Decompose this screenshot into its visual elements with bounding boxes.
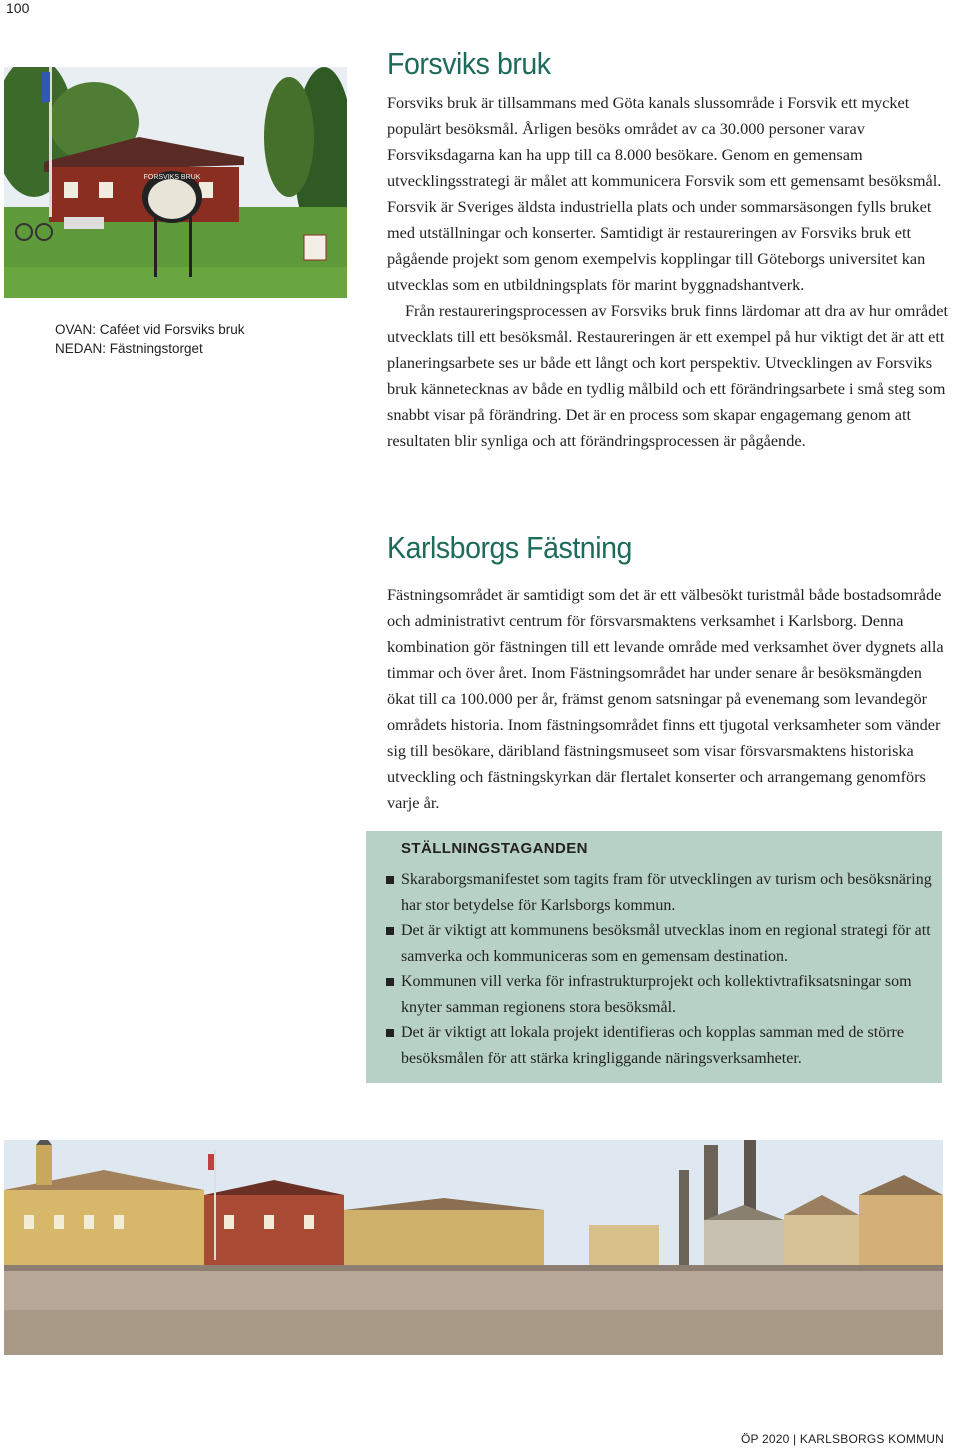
paragraph: Forsviks bruk är tillsammans med Göta kanals slussområde i Forsvik ett mycket populärt besöksmål. Årligen besöks området av ca 30.000 personer varav Forsviksdagarna kan ha upp till ca 8.000 besökare. Genom en gemensam utvecklingsstrategi är målet att kommunicera Forsvik som ett gemensamt besöksmål. Forsvik är Sveriges äldsta industriella plats och under sommarsäsongen fylls bruket med utställningar och konserter. Samtidigt är restaureringen av Forsviks bruk ett pågående projekt som genom exempelvis kopplingar till Göteborgs universitet kan utvecklas som en utbildningsplats för marint byggnadshantverk. (387, 93, 942, 294)
list-item: Det är viktigt att kommunens besöksmål utvecklas inom en regional strategi för att samverka och kommuniceras som en gemensam destination. (384, 918, 934, 969)
section-forsviks-bruk (387, 46, 952, 454)
page-number: 100 (6, 0, 30, 16)
list-item: Kommunen vill verka för infrastrukturprojekt och kollektivtrafiksatsningar som knyter samman regionens stora besöksmål. (384, 969, 934, 1020)
list-item: Skaraborgsmanifestet som tagits fram för utvecklingen av turism och besöksnäring har stor betydelse för Karlsborgs kommun. (384, 867, 934, 918)
list-item: Det är viktigt att lokala projekt identifieras och kopplas samman med de större besöksmålen för att stärka kringliggande näringsverksamheter. (384, 1020, 934, 1071)
square-bullet-icon (386, 1029, 394, 1037)
section-title-karlsborg: Karlsborgs Fästning (387, 530, 632, 565)
page-footer: ÖP 2020 | KARLSBORGS KOMMUN (740, 1432, 944, 1446)
caption-line-top: OVAN: Caféet vid Forsviks bruk (55, 322, 245, 337)
section-title-forsviks: Forsviks bruk (387, 46, 551, 81)
sign-text: FORSVIKS BRUK (143, 174, 201, 181)
photo-forsviks-cafe (4, 67, 347, 298)
caption-line-bottom: NEDAN: Fästningstorget (55, 341, 203, 356)
photo-fastningstorget (4, 1140, 943, 1355)
photo-caption (55, 320, 245, 358)
paragraph: Fästningsområdet är samtidigt som det är ett välbesökt turistmål både bostadsområde och administrativt centrum för försvarsmaktens verksamhet i Karlsborg. Denna kombination gör fästningen till ett levande område med verksamhet över dygnets alla timmar och över året. Inom Fästningsområdet har under senare år besöksmängden ökat till ca 100.000 per år, främst genom satsningar på evenemang som levandegör områdets historia. Inom fästningsområdet finns ett tjugotal verksamheter som vänder sig till besökare, däribland fästningsmuseet som visar försvarsmaktens historiska utveckling och fästningskyrkan där flertalet konserter och arrangemang genomförs varje år. (387, 585, 944, 812)
square-bullet-icon (386, 978, 394, 986)
box-title: STÄLLNINGSTAGANDEN (401, 840, 588, 857)
paragraph: Från restaureringsprocessen av Forsviks bruk finns lärdomar att dra av hur området utvecklats till ett besöksmål. Restaureringen är ett exempel på hur viktigt det är att ett planeringsarbete ses ur både ett långt och kort perspektiv. Utvecklingen av Forsviks bruk kännetecknas av både en tydlig målbild och ett förändringsarbete i små steg som snabbt visar på förändring. Det är en process som skapar engagemang genom att resultaten blir synliga och att förändringsprocessen är pågående. (387, 301, 949, 450)
positions-box (366, 831, 942, 1083)
square-bullet-icon (386, 927, 394, 935)
square-bullet-icon (386, 876, 394, 884)
section-karlsborgs-fastning (387, 530, 952, 816)
positions-list (384, 867, 934, 1071)
